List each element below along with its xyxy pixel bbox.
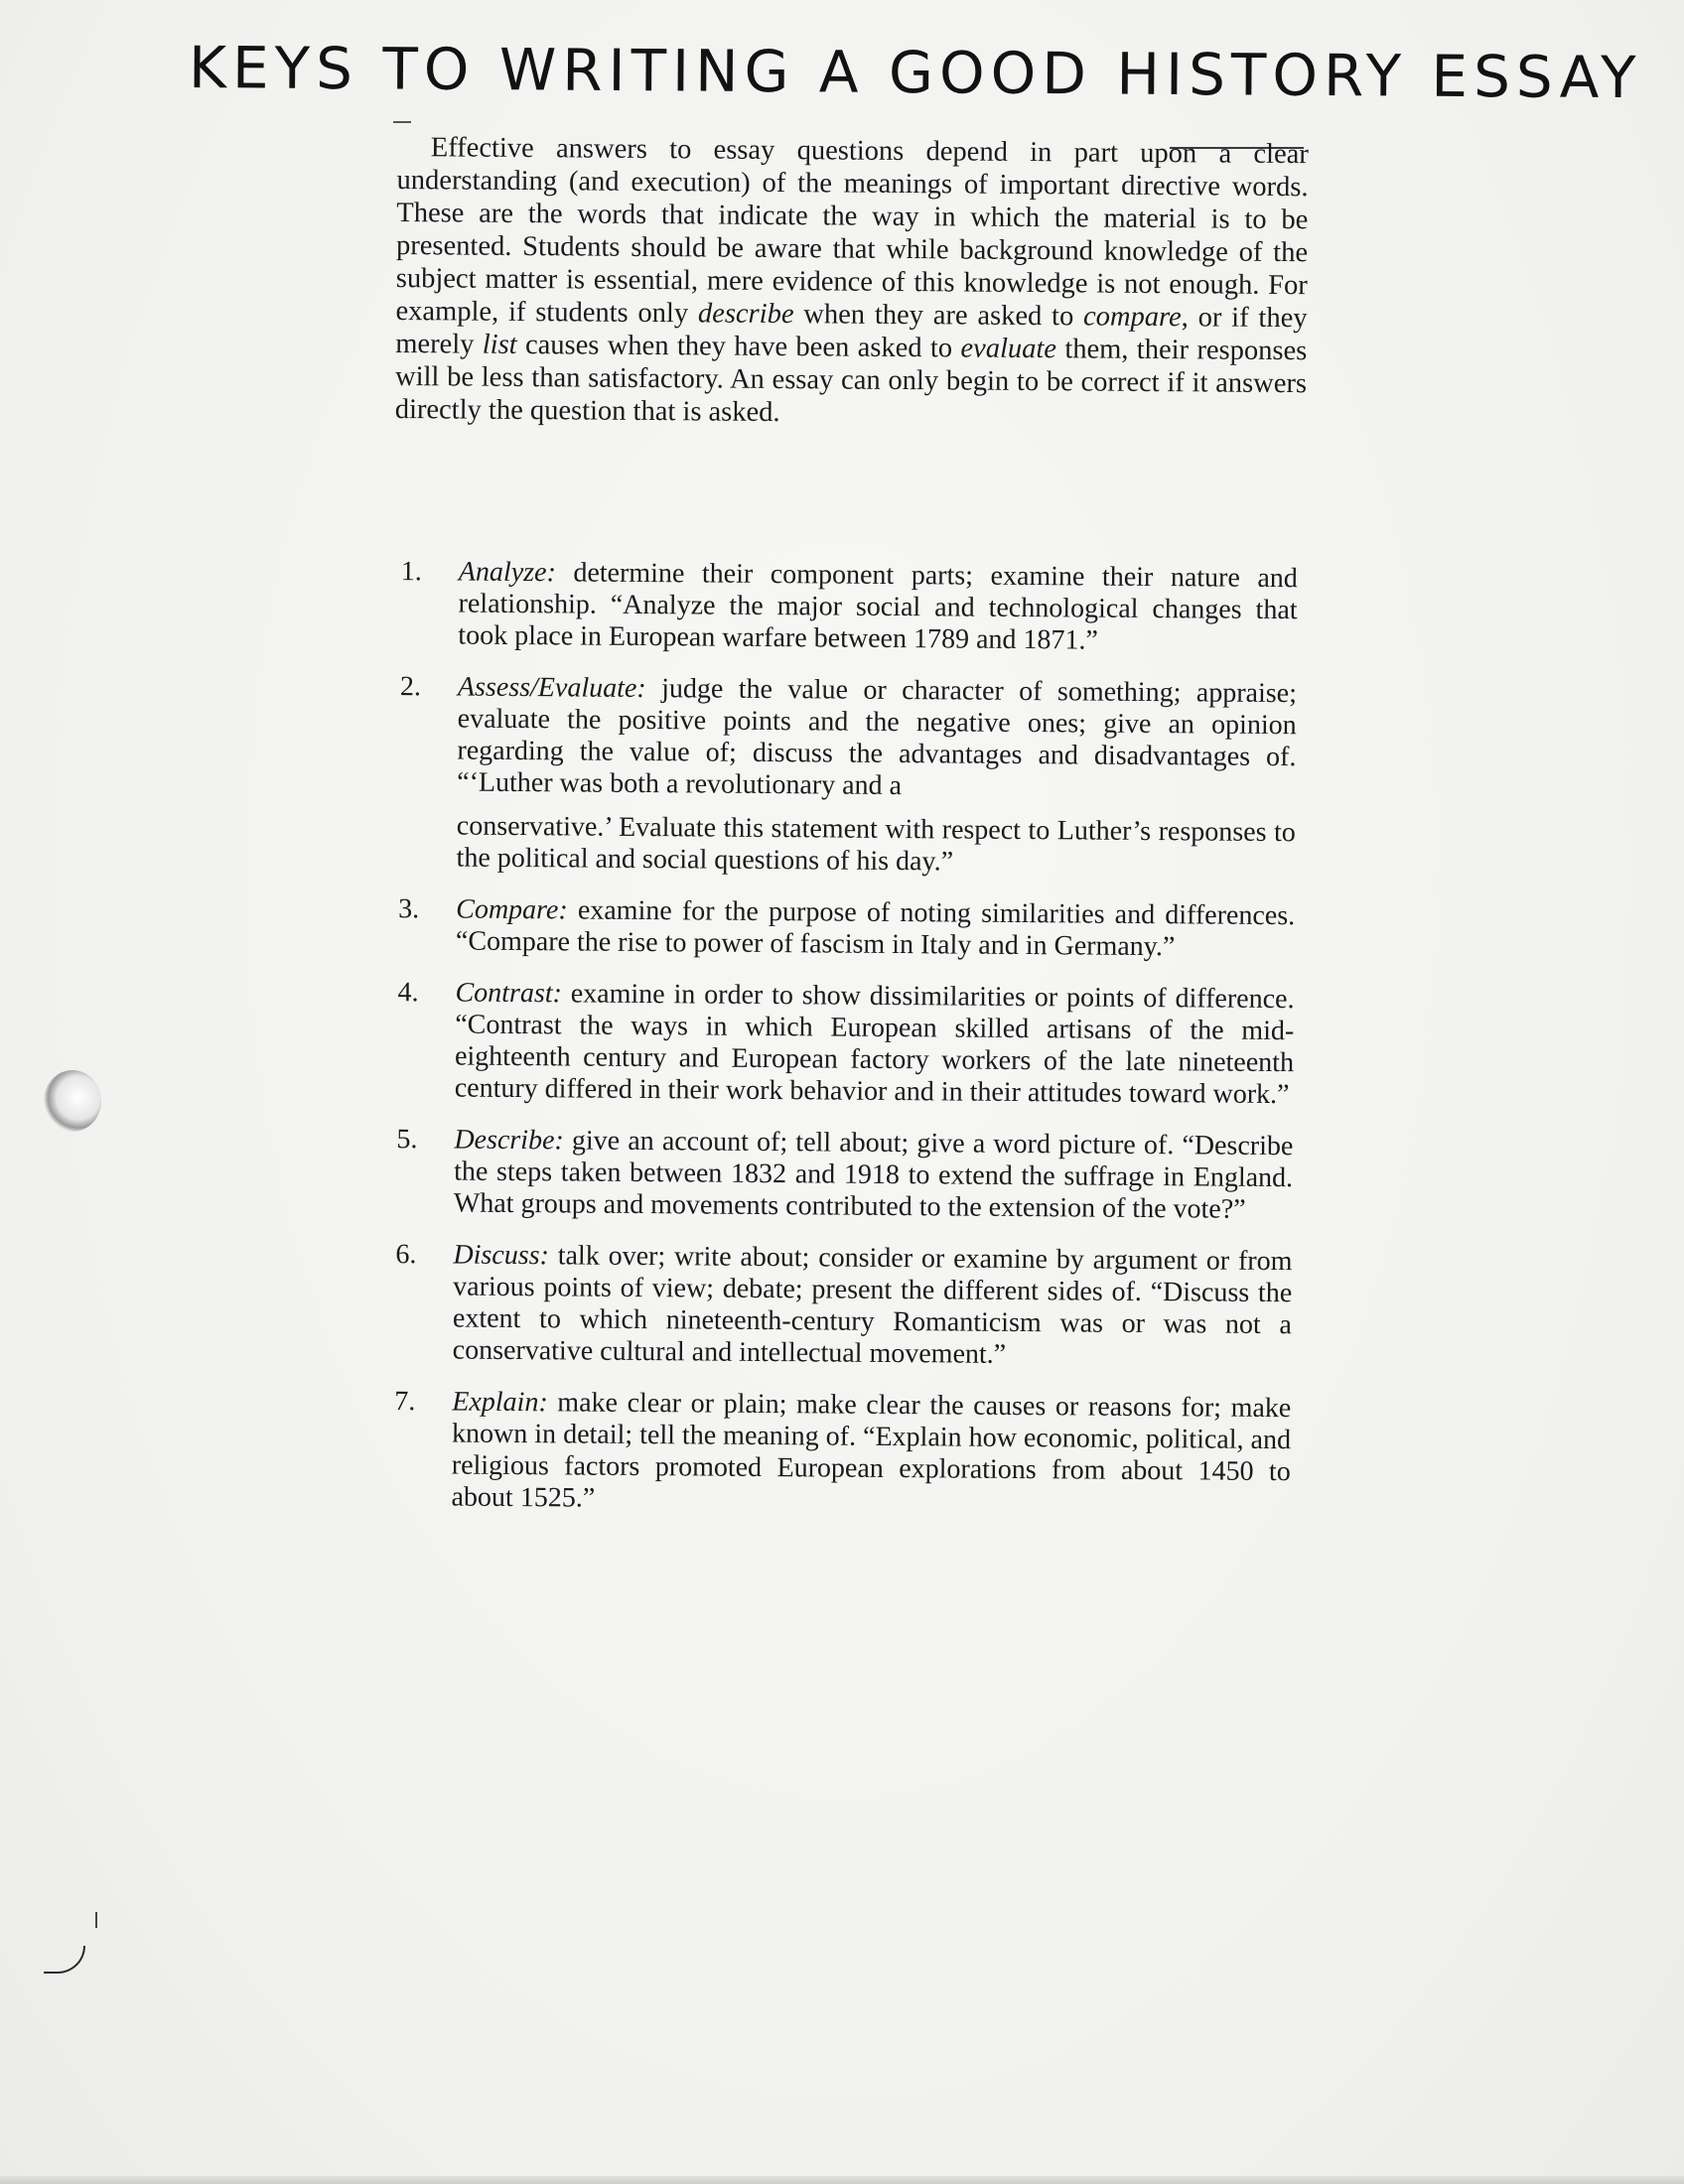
- item-number: 4.: [397, 977, 419, 1009]
- stray-mark: [95, 1912, 97, 1928]
- list-item-explain: [381, 1386, 1291, 1520]
- item-number: 1.: [400, 556, 422, 588]
- directive-words-list: [381, 556, 1298, 1540]
- item-definition: talk over; write about; consider or examine by argument or from various points of view; debate; present the different sides of. “Discuss the extent to which nineteenth-century Romanticism was or was not a conservative cultural and intellectual movement.”: [452, 1240, 1293, 1370]
- intro-text: when they are asked to: [793, 299, 1084, 333]
- item-number: 5.: [396, 1124, 418, 1156]
- list-item-assess-evaluate: [386, 671, 1297, 881]
- item-definition: give an account of; tell about; give a word picture of. “Describe the steps taken between 1832 and 1918 to extend the suffrage in England. What groups and movements contributed to the extension of the vote?”: [453, 1125, 1294, 1225]
- punch-hole: [44, 1070, 101, 1132]
- page-bottom-edge: [0, 2176, 1684, 2184]
- list-item-analyze: [388, 556, 1298, 658]
- item-definition: determine their component parts; examine their nature and relationship. “Analyze the major social and technological changes that took place in European warfare between 1789 and 1871.”: [458, 557, 1298, 656]
- item-term: Compare:: [456, 893, 568, 926]
- item-number: 7.: [394, 1386, 416, 1418]
- list-item-compare: [386, 893, 1295, 964]
- item-term: Discuss:: [453, 1239, 550, 1272]
- item-number: 3.: [398, 893, 420, 925]
- list-item-describe: [384, 1124, 1294, 1226]
- item-definition-continued: conservative.’ Evaluate this statement with respect to Luther’s responses to the political and social questions of his day.”: [456, 810, 1296, 878]
- intro-text: , or if they merely: [395, 302, 1308, 360]
- list-item-discuss: [383, 1239, 1293, 1373]
- list-item-contrast: [385, 977, 1295, 1111]
- item-number: 6.: [395, 1239, 417, 1271]
- intro-emphasis: describe: [697, 298, 794, 331]
- intro-emphasis: list: [482, 329, 517, 360]
- item-term: Contrast:: [455, 977, 563, 1010]
- item-term: Assess/Evaluate:: [457, 671, 646, 705]
- intro-text: causes when they have been asked to: [516, 329, 961, 364]
- item-term: Explain:: [452, 1386, 548, 1419]
- intro-emphasis: compare: [1082, 301, 1182, 334]
- intro-emphasis: evaluate: [960, 333, 1057, 365]
- item-definition: examine for the purpose of noting similarities and differences. “Compare the rise to power of fascism in Italy and in Germany.”: [455, 894, 1296, 963]
- item-definition: examine in order to show dissimilarities or points of difference. “Contrast the ways in which European skilled artisans of the mid-eighteenth century and European factory workers of the late nineteenth century differed in their work behavior and in their attitudes toward work.”: [454, 978, 1295, 1111]
- handwritten-title: KEYS TO WRITING A GOOD HISTORY ESSAY: [188, 33, 1642, 112]
- intro-paragraph: [395, 131, 1309, 433]
- item-definition: judge the value or character of something; appraise; evaluate the positive points and the negative ones; give an opinion regarding the value of; discuss the advantages and disadvantages of. “‘Luther was both a revolutionary and a: [457, 673, 1298, 802]
- item-term: Analyze:: [458, 556, 556, 589]
- item-term: Describe:: [454, 1124, 564, 1157]
- item-definition: make clear or plain; make clear the causes or reasons for; make known in detail; tell the meaning of. “Explain how economic, political, and religious factors promoted European explorations from about 1450 to about 1525.”: [451, 1387, 1292, 1514]
- stray-mark: [393, 121, 411, 123]
- intro-text: Effective answers to essay questions depend in part upon a clear understanding (and execution) of the meanings of important directive words. These are the words that indicate the way in which the material is to be presented. Students should be aware that while background knowledge of the subject matter is essential, mere evidence of this knowledge is not enough. For example, if students only: [395, 132, 1309, 330]
- item-number: 2.: [399, 671, 422, 703]
- intro-text: them, their responses will be less than satisfactory. An essay can only begin to be correct if it answers directly the question that is asked.: [394, 334, 1308, 429]
